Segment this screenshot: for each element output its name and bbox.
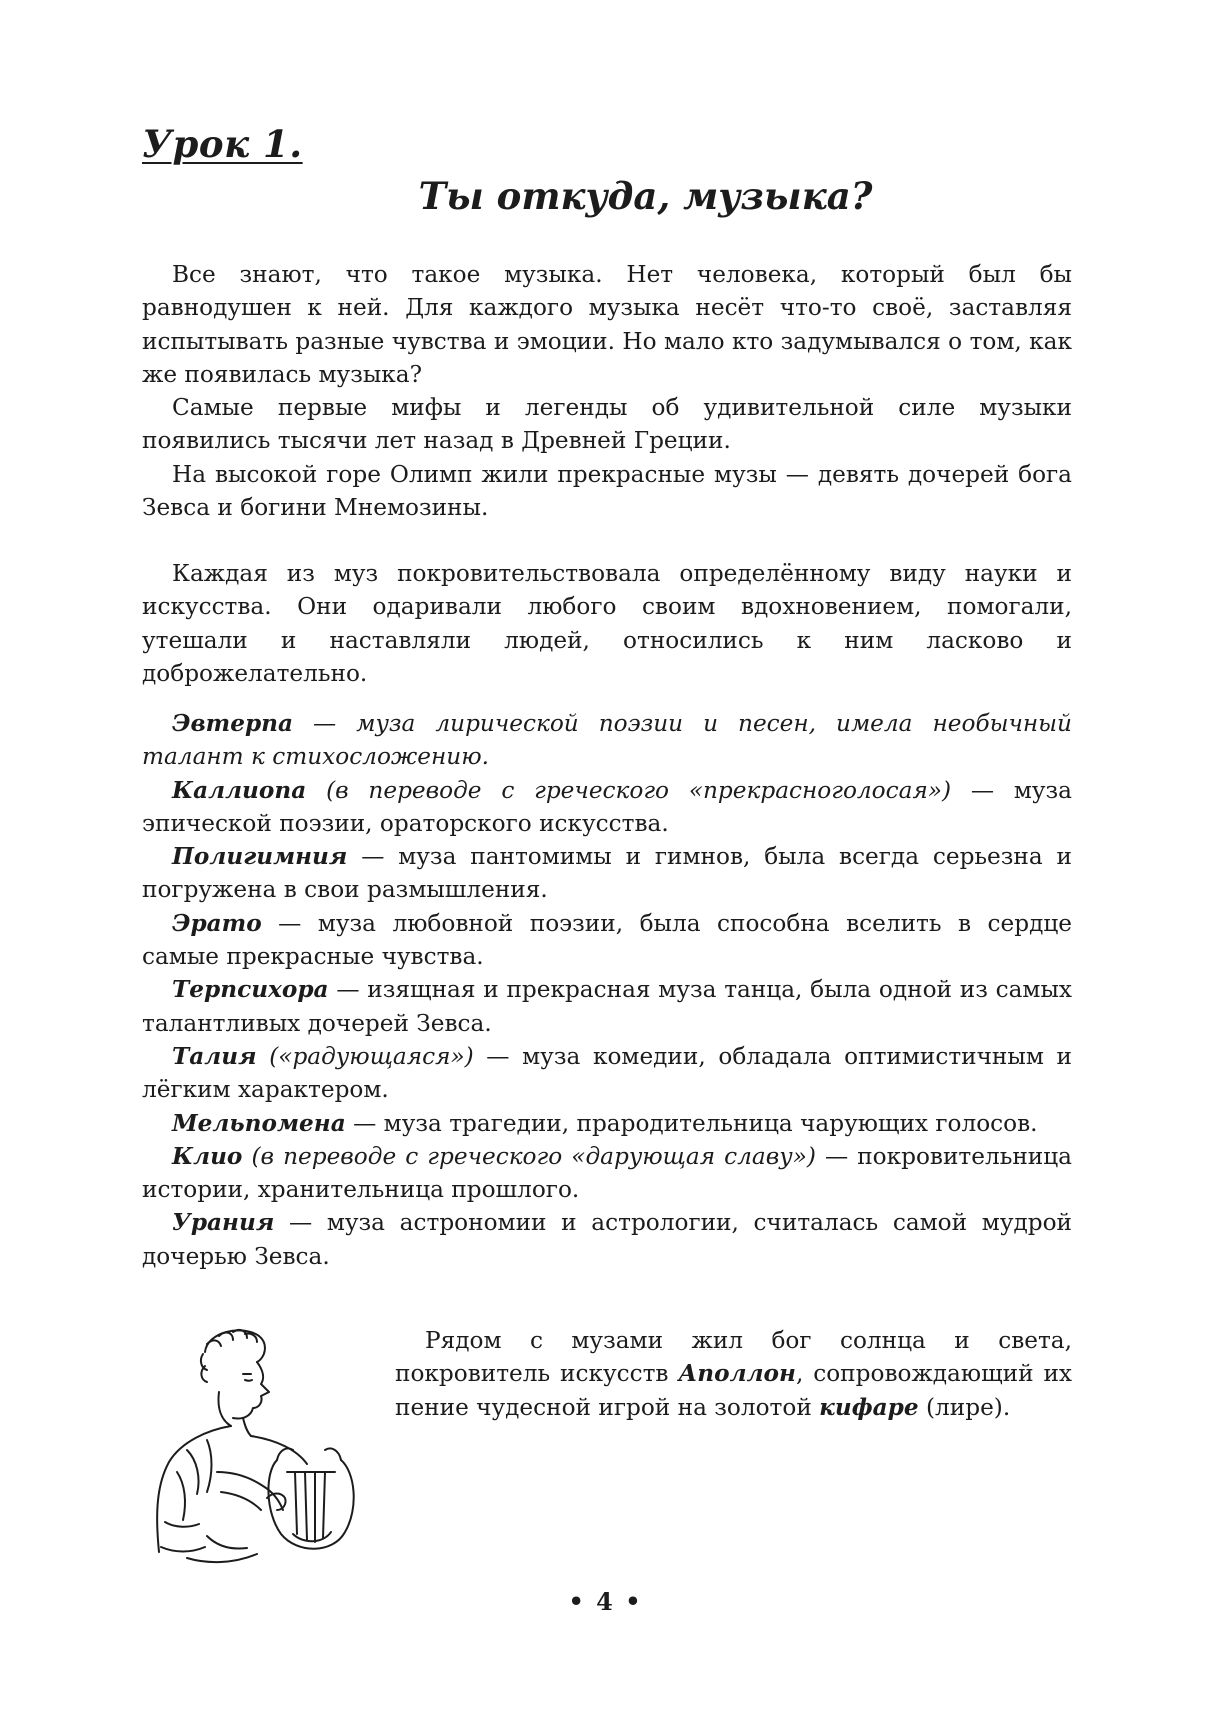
- muse-desc: — муза комедии, обладала оптимистичным и лёгким характером.: [142, 1042, 1072, 1104]
- muse-name: Полигимния: [172, 843, 348, 871]
- muse-name: Мельпомена: [172, 1109, 346, 1137]
- apollo-text-part2: , сопровождающий их пение чудесной игрой на золотой: [395, 1360, 1072, 1421]
- apollo-paragraph: [395, 1324, 1072, 1424]
- intro-section: [142, 258, 1072, 524]
- muses-intro-section: [142, 557, 1072, 690]
- lesson-label: Урок 1.: [142, 122, 303, 166]
- intro-paragraph-2: Самые первые мифы и легенды об удивительной силе музыки появились тысячи лет назад в Древней Греции.: [142, 394, 1072, 455]
- page-number: • 4 •: [568, 1587, 643, 1616]
- muse-name: Урания: [172, 1209, 275, 1237]
- muse-name: Талия: [172, 1042, 257, 1070]
- muse-entry: [142, 973, 1072, 1040]
- muse-entry: [142, 774, 1072, 841]
- muse-entry: [142, 707, 1072, 774]
- kifara-term: кифаре: [819, 1393, 919, 1421]
- muse-name: Клио: [172, 1142, 243, 1170]
- muse-note: (в переводе с греческого «дарующая славу»): [242, 1142, 816, 1170]
- lesson-title: Ты откуда, музыка?: [418, 174, 873, 218]
- muse-desc: — покровительница истории, хранительница прошлого.: [142, 1142, 1072, 1204]
- muse-name: Эвтерпа: [172, 710, 294, 737]
- muse-name: Эрато: [172, 909, 262, 937]
- muse-desc: — муза эпической поэзии, ораторского искусства.: [142, 776, 1072, 837]
- muse-desc: — муза пантомимы и гимнов, была всегда серьезна и погружена в свои размышления.: [142, 843, 1072, 904]
- muse-desc: — муза трагедии, прародительница чарующих голосов.: [345, 1109, 1038, 1137]
- muse-desc: — изящная и прекрасная муза танца, была одной из самых талантливых дочерей Зевса.: [142, 976, 1072, 1037]
- muse-note: (в переводе с греческого «прекрасноголосая»): [306, 776, 952, 804]
- muse-name: Каллиопа: [172, 776, 307, 804]
- muse-entry: [142, 1140, 1072, 1207]
- muse-entry: [142, 1040, 1072, 1107]
- muse-entry: [142, 907, 1072, 974]
- muse-desc: — муза астрономии и астрологии, считалась самой мудрой дочерью Зевса.: [142, 1209, 1072, 1270]
- muses-intro-paragraph: Каждая из муз покровительствовала определённому виду науки и искусства. Они одаривали любого своим вдохновением, помогали, утешали и наставляли людей, относились к ним ласково и доброжелательно.: [142, 560, 1072, 687]
- apollo-lyre-illustration: [147, 1322, 377, 1572]
- apollo-name: Аполлон: [678, 1360, 796, 1388]
- muse-entry: [142, 840, 1072, 907]
- apollo-text-part3: (лире).: [918, 1393, 1011, 1421]
- intro-paragraph-1: Все знают, что такое музыка. Нет человека, который был бы равнодушен к ней. Для каждого музыка несёт что-то своё, заставляя испытывать разные чувства и эмоции. Но мало кто задумывался о том, как же появилась музыка?: [142, 261, 1072, 388]
- apollo-text-part1: Рядом с музами жил бог солнца и света, покровитель искусств: [395, 1327, 1072, 1388]
- intro-paragraph-3: На высокой горе Олимп жили прекрасные музы — девять дочерей бога Зевса и богини Мнемозины.: [142, 460, 1072, 522]
- muses-list: [142, 707, 1072, 1273]
- apollo-section: [395, 1324, 1072, 1424]
- muse-note: («радующаяся»): [256, 1042, 474, 1070]
- muse-desc: — муза лирической поэзии и песен, имела необычный талант к стихосложению.: [142, 710, 1072, 771]
- muse-desc: — муза любовной поэзии, была способна вселить в сердце самые прекрасные чувства.: [142, 909, 1072, 971]
- muse-name: Терпсихора: [172, 976, 329, 1004]
- muse-entry: [142, 1206, 1072, 1273]
- muse-entry: [142, 1107, 1072, 1140]
